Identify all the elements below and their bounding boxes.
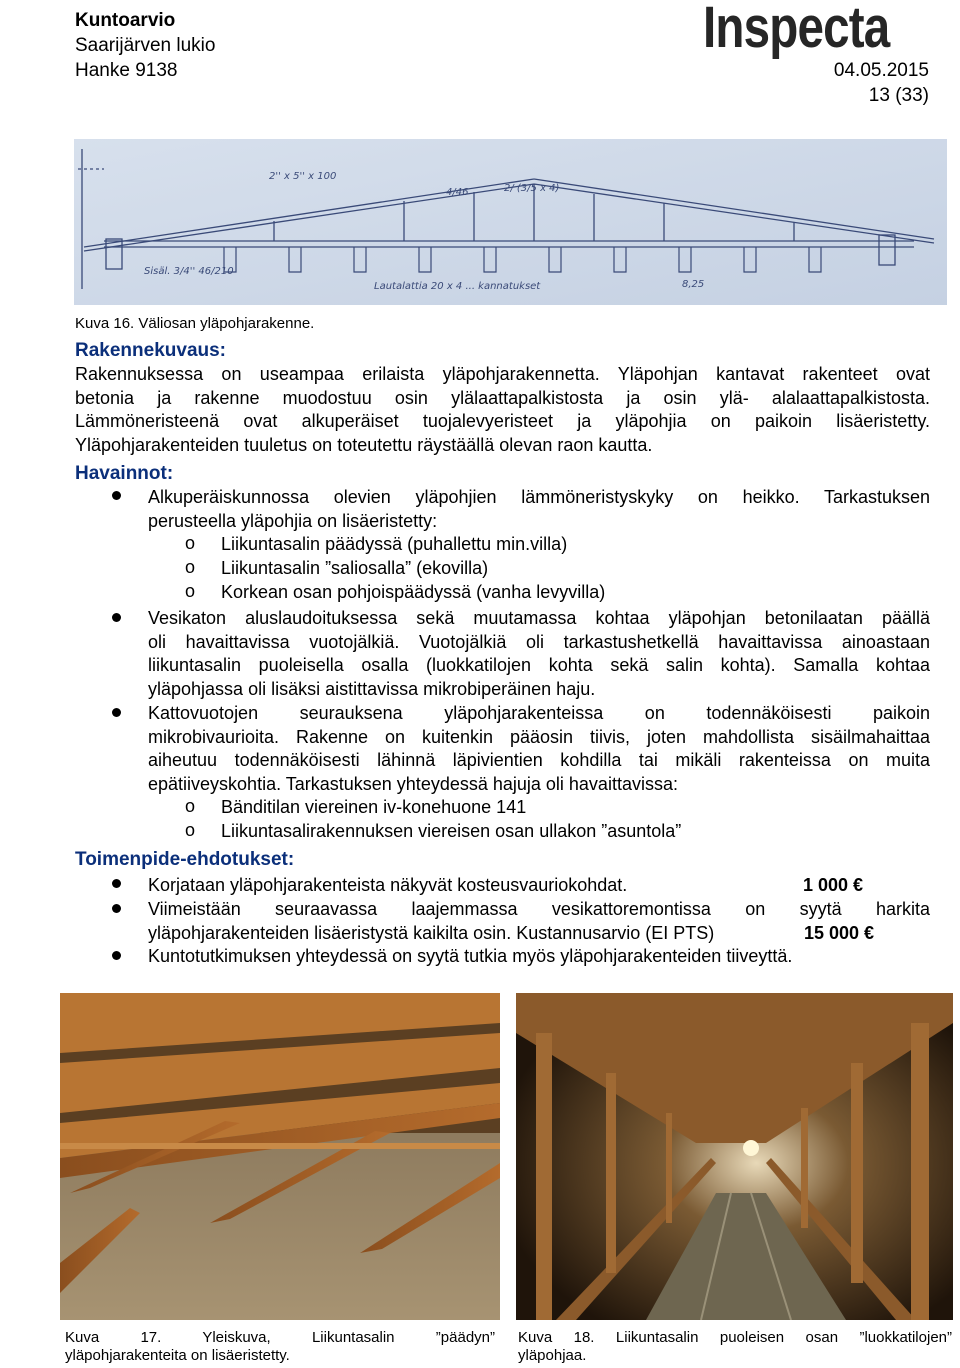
- bullet: [112, 904, 126, 918]
- sub-item: Liikuntasalirakennuksen viereisen osan ullakon ”asuntola”: [221, 821, 682, 841]
- sketch-note: 4/46: [446, 187, 469, 198]
- sketch-note: 8,25: [682, 279, 705, 290]
- finding-leaks: Vesikaton aluslaudoituksessa sekä muutamassa kohtaa yläpohjan betonilaatan päällä oli havaittavissa vuotojälkiä. Vuotojälkiä oli tarkastushetkellä havaittavissa ainoastaan liikuntasalin puoleisella osalla (luokkatilojen kohta sekä salin kohta). Samalla kohtaa yläpohjassa oli lisäksi aistittavissa mikrobiperäinen haju.: [148, 608, 930, 699]
- bullet: [112, 613, 126, 627]
- figure16-caption: Kuva 16. Väliosan yläpohjarakenne.: [75, 315, 315, 332]
- sub-bullet: o: [185, 796, 196, 816]
- section-heading: Havainnot:: [75, 463, 174, 484]
- header-company: Kuntoarvio: [75, 10, 176, 31]
- action-repair-cost: 1 000 €: [803, 875, 864, 895]
- header-date: 04.05.2015: [833, 60, 929, 81]
- header-school: Saarijärven lukio: [75, 35, 216, 56]
- sub-item: Korkean osan pohjoispäädyssä (vanha levyvilla): [221, 582, 606, 602]
- sub-item: Liikuntasalin ”saliosalla” (ekovilla): [221, 558, 489, 578]
- finding-insulation: Alkuperäiskunnossa olevien yläpohjien lämmöneristyskyky on heikko. Tarkastuksen perusteella yläpohjia on lisäeristetty:: [148, 487, 930, 531]
- action-insulation-cost: 15 000 €: [804, 923, 875, 943]
- action-insulation: Viimeistään seuraavassa laajemmassa vesikattoremontissa on syytä harkita yläpohjarakenteiden lisäeristystä kaikilta osin. Kustannusarvio (EI PTS): [148, 899, 930, 943]
- bullet: [112, 708, 126, 722]
- action-repair: Korjataan yläpohjarakenteista näkyvät kosteusvauriokohdat.: [148, 875, 628, 895]
- attic-corridor-photo: [516, 993, 953, 1320]
- sub-item: Liikuntasalin päädyssä (puhallettu min.villa): [221, 534, 568, 554]
- header-page: 13 (33): [868, 85, 929, 106]
- section-heading: Toimenpide-ehdotukset:: [75, 849, 295, 870]
- header-project: Hanke 9138: [75, 60, 178, 81]
- sketch-note: Sisäl. 3/4'' 46/210: [144, 266, 234, 277]
- sub-bullet: o: [185, 581, 196, 601]
- sub-bullet: o: [185, 533, 196, 553]
- bullet: [112, 951, 126, 965]
- action-study: Kuntotutkimuksen yhteydessä on syytä tutkia myös yläpohjarakenteiden tiiveyttä.: [148, 946, 793, 966]
- sketch-note: 2'' x 5'' x 100: [269, 171, 337, 182]
- sketch-note: 2/ (3/5 x 4): [504, 183, 560, 194]
- attic-insulation-photo: [60, 993, 500, 1320]
- bullet: [112, 491, 126, 505]
- figure17-caption: Kuva 17. Yleiskuva, Liikuntasalin ”päädyn” yläpohjarakenteita on lisäeristetty.: [65, 1329, 495, 1364]
- structure-description: Rakennuksessa on useampaa erilaista yläpohjarakennetta. Yläpohjan kantavat rakenteet ovat betonia ja rakenne muodostuu osin ylälaattapalkistosta ja osin ylä- alalaattapalkistosta. Lämmöneristeenä ovat alkuperäiset tuojalevyeristeet ja yläpohjia on paikoin lisäeristetty. Yläpohjarakenteiden tuuletus on toteutettu räystäällä olevan raon kautta.: [75, 364, 930, 455]
- sketch-note: Lautalattia 20 x 4 ... kannatukset: [374, 281, 541, 292]
- sub-bullet: o: [185, 820, 196, 840]
- bullet: [112, 879, 126, 893]
- figure18-caption: Kuva 18. Liikuntasalin puoleisen osan ”luokkatilojen” yläpohjaa.: [518, 1329, 952, 1364]
- inspecta-logo: Inspecta: [703, 0, 890, 60]
- roof-structure-drawing: [74, 139, 947, 305]
- section-heading: Rakennekuvaus:: [75, 340, 227, 361]
- sub-bullet: o: [185, 557, 196, 577]
- finding-microbes: Kattovuotojen seurauksena yläpohjarakenteissa on todennäköisesti paikoin mikrobivaurioita. Rakenne on kuitenkin pääosin tiivis, joten mahdollista sisäilmahaittaa aiheutuu todennäköisesti lähinnä läpivientien kohdilla tai mikäli rakenteissa on muita epätiiveyskohtia. Tarkastuksen yhteydessä hajuja oli havaittavissa:: [148, 703, 930, 794]
- sub-item: Bänditilan viereinen iv-konehuone 141: [221, 797, 527, 817]
